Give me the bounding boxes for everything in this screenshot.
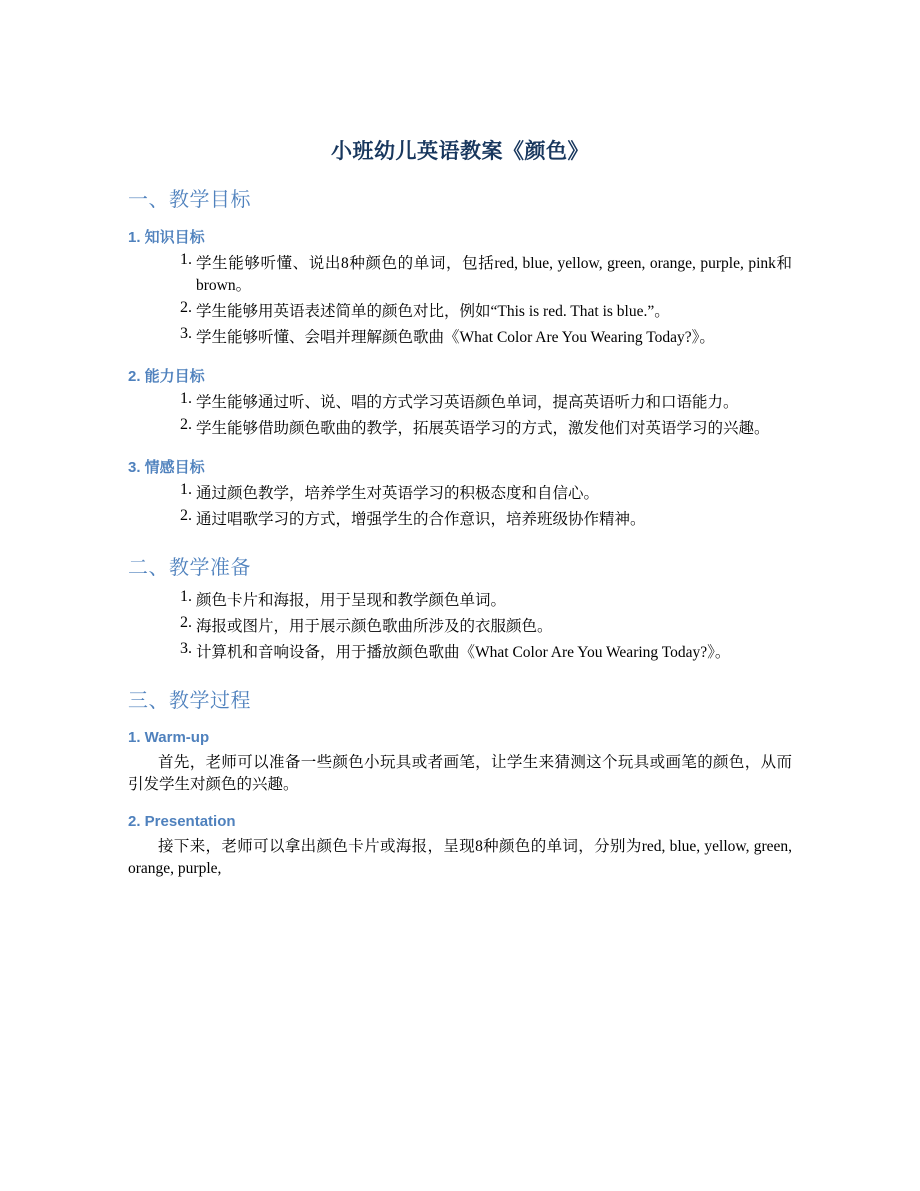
page-title: 小班幼儿英语教案《颜色》 [331,140,589,163]
list-item-number: 2. [180,614,192,631]
step-heading-presentation: 2. Presentation [128,812,236,830]
list-item-number: 3. [180,640,192,657]
list-item-text: 通过颜色教学，培养学生对英语学习的积极态度和自信心。 [196,485,600,502]
list-item [128,507,792,533]
subsection-heading-ability-goals: 2. 能力目标 [128,368,205,385]
list-item [128,588,792,614]
section-heading-teaching-goals: 一、教学目标 [128,189,251,211]
list-item-number: 2. [180,299,192,316]
step-body-presentation: 接下来，老师可以拿出颜色卡片或海报，呈现8种颜色的单词，分别为red, blue, yellow, green, orange, purple, [128,837,792,878]
list-knowledge-goals [128,251,792,351]
list-item [128,640,792,666]
step-body-warm-up: 首先，老师可以准备一些颜色小玩具或者画笔，让学生来猜测这个玩具或画笔的颜色，从而引发学生对颜色的兴趣。 [128,754,792,794]
list-item-text: 学生能够用英语表述简单的颜色对比，例如“This is red. That is blue.”。 [196,303,670,320]
list-item [128,325,792,351]
list-emotional-goals [128,481,792,533]
list-item-number: 3. [180,325,192,342]
list-item [128,614,792,640]
section-heading-teaching-process: 三、教学过程 [128,690,251,712]
list-item-number: 1. [180,251,192,268]
list-item-text: 海报或图片，用于展示颜色歌曲所涉及的衣服颜色。 [196,618,553,635]
list-item-text: 学生能够通过听、说、唱的方式学习英语颜色单词，提高英语听力和口语能力。 [196,394,739,411]
list-item-text: 颜色卡片和海报，用于呈现和教学颜色单词。 [196,592,507,609]
list-item-number: 2. [180,507,192,524]
list-item-number: 1. [180,481,192,498]
subsection-heading-knowledge-goals: 1. 知识目标 [128,229,205,246]
list-item-number: 1. [180,390,192,407]
subsection-heading-emotional-goals: 3. 情感目标 [128,459,205,476]
list-item-text: 学生能够听懂、说出8种颜色的单词，包括red, blue, yellow, green, orange, purple, pink和brown。 [196,255,792,294]
list-item-text: 计算机和音响设备，用于播放颜色歌曲《What Color Are You Wearing Today?》。 [196,644,731,661]
list-ability-goals [128,390,792,442]
list-item [128,481,792,507]
list-item [128,416,792,442]
list-item-text: 通过唱歌学习的方式，增强学生的合作意识，培养班级协作精神。 [196,511,646,528]
list-item-text: 学生能够借助颜色歌曲的教学，拓展英语学习的方式，激发他们对英语学习的兴趣。 [196,420,770,437]
list-teaching-preparation [128,588,792,666]
list-item-text: 学生能够听懂、会唱并理解颜色歌曲《What Color Are You Wearing Today?》。 [196,329,715,346]
step-heading-warm-up: 1. Warm-up [128,729,210,746]
section-heading-teaching-preparation: 二、教学准备 [128,557,251,579]
list-item [128,251,792,299]
list-item-number: 1. [180,588,192,605]
list-item [128,299,792,325]
list-item [128,390,792,416]
list-item-number: 2. [180,416,192,433]
